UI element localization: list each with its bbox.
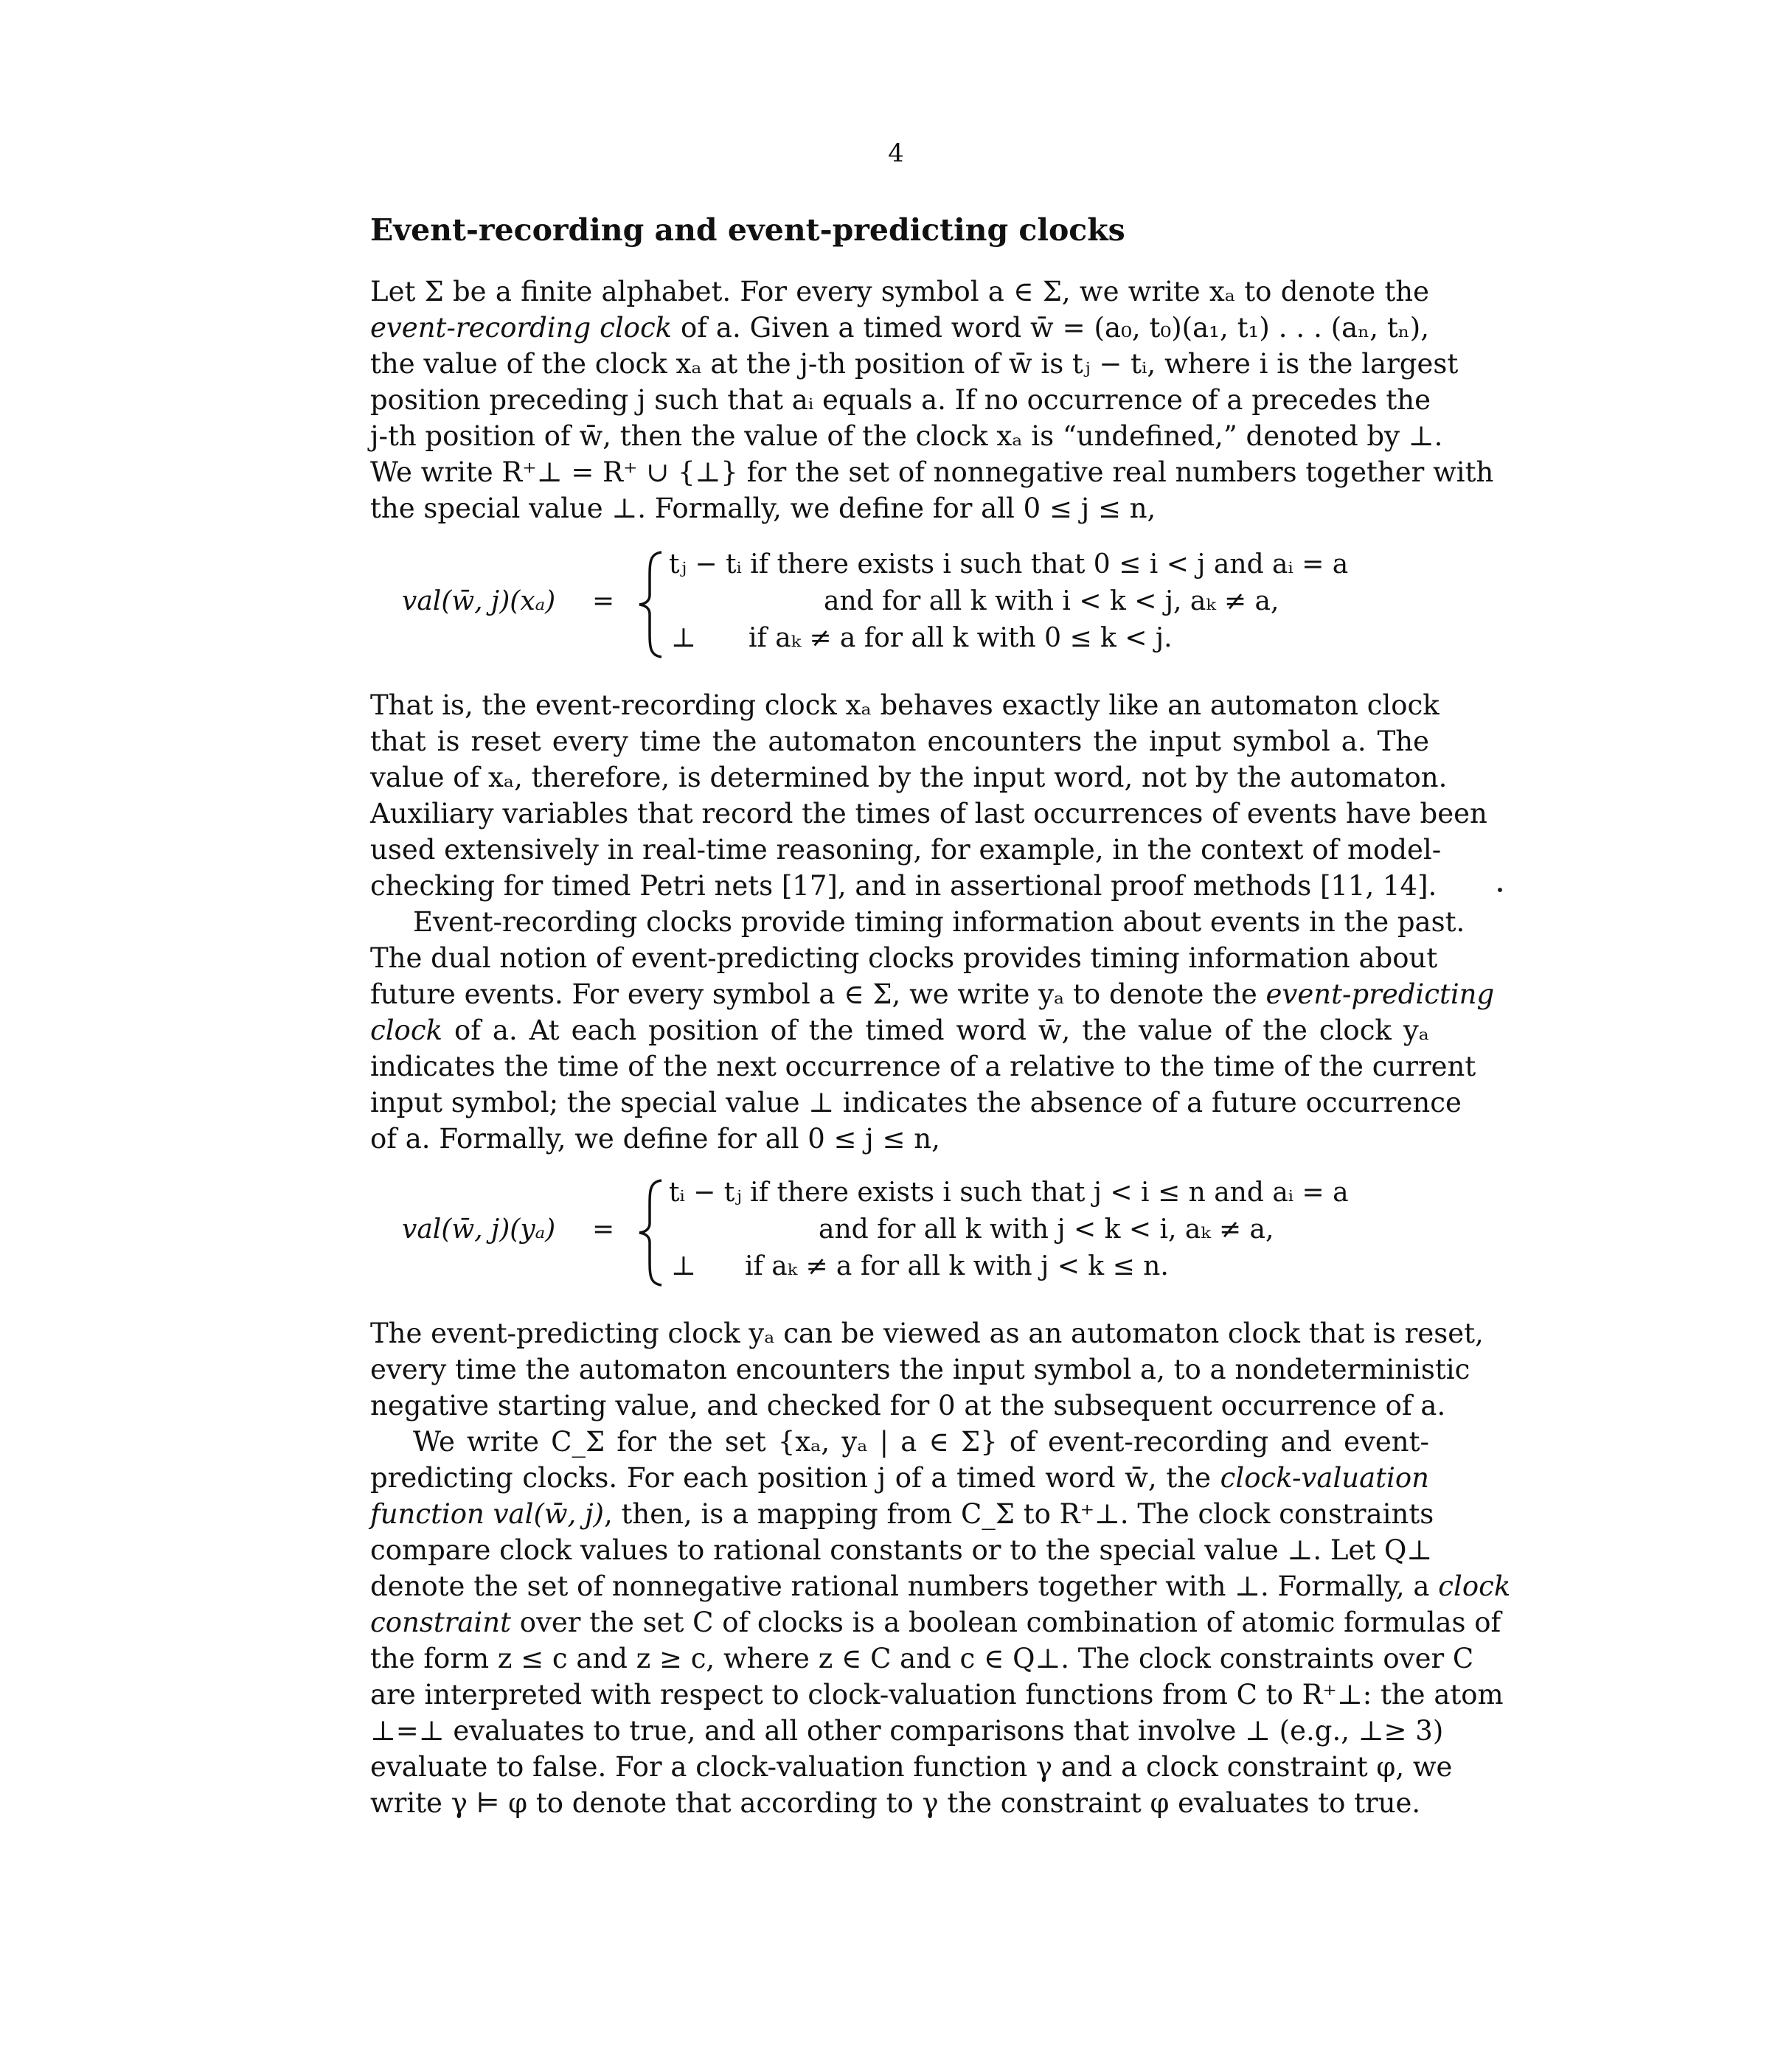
bottom-symbol: ⊥ xyxy=(671,623,696,653)
equation-case-2: if aₖ ≠ a for all k with 0 ≤ k < j. xyxy=(749,623,1173,653)
text-line: of a. Formally, we define for all 0 ≤ j ≤ n, xyxy=(370,1123,940,1155)
equation-lhs: val(w̄, j)(yₐ) xyxy=(402,1214,556,1245)
text-line: the value of the clock xₐ at the j-th position of w̄ is tⱼ − tᵢ, where i is the largest xyxy=(370,348,1459,380)
text-line: are interpreted with respect to clock-valuation functions from C to R⁺⊥: the atom xyxy=(370,1679,1504,1711)
text-line: negative starting value, and checked for 0 at the subsequent occurrence of a. xyxy=(370,1390,1446,1422)
equation-case-1: tᵢ − tⱼ if there exists i such that j < i ≤ n and aᵢ = a xyxy=(669,1177,1349,1208)
emphasis-term: function val(w̄, j) xyxy=(370,1498,604,1530)
text-line: j-th position of w̄, then the value of the clock xₐ is “undefined,” denoted by ⊥. xyxy=(370,420,1443,452)
text-line: write γ ⊨ φ to denote that according to γ the constraint φ evaluates to true. xyxy=(370,1787,1421,1819)
text-line: the special value ⊥. Formally, we define for all 0 ≤ j ≤ n, xyxy=(370,493,1156,524)
text-line: That is, the event-recording clock xₐ behaves exactly like an automaton clock xyxy=(370,689,1439,721)
text-line: evaluate to false. For a clock-valuation function γ and a clock constraint φ, we xyxy=(370,1751,1453,1783)
emphasis-term: event-predicting xyxy=(1265,978,1495,1010)
bottom-symbol: ⊥ xyxy=(671,1251,696,1281)
text-span: , then, is a mapping from C_Σ to R⁺⊥. The clock constraints xyxy=(603,1498,1434,1530)
equation-event-predicting xyxy=(402,1177,1434,1288)
text-line: compare clock values to rational constants or to the special value ⊥. Let Q⊥ xyxy=(370,1534,1433,1566)
left-brace-icon xyxy=(636,1177,666,1288)
text-line: position preceding j such that aᵢ equals a. If no occurrence of a precedes the xyxy=(370,384,1431,416)
text-line: ⊥=⊥ evaluates to true, and all other comparisons that involve ⊥ (e.g., ⊥≥ 3) xyxy=(370,1715,1444,1747)
text-line: The dual notion of event-predicting clocks provides timing information about xyxy=(370,942,1438,974)
text-span: predicting clocks. For each position j of a timed word w̄, the xyxy=(370,1462,1220,1494)
equation-case-1: tⱼ − tᵢ if there exists i such that 0 ≤ i < j and aᵢ = a xyxy=(669,549,1349,580)
text-line xyxy=(370,310,1429,346)
equals-sign: = xyxy=(592,586,615,616)
text-span: denote the set of nonnegative rational numbers together with ⊥. Formally, a xyxy=(370,1570,1439,1602)
equation-case-2: if aₖ ≠ a for all k with j < k ≤ n. xyxy=(745,1251,1169,1281)
page-number: 4 xyxy=(888,139,904,168)
text-line: that is reset every time the automaton encounters the input symbol a. The xyxy=(370,726,1429,757)
text-line xyxy=(370,977,1495,1012)
text-span: of a. Given a timed word w̄ = (a₀, t₀)(a₁, t₁) . . . (aₙ, tₙ), xyxy=(672,312,1429,344)
text-line: input symbol; the special value ⊥ indicates the absence of a future occurrence xyxy=(370,1087,1462,1118)
text-line: Auxiliary variables that record the times of last occurrences of events have been xyxy=(370,798,1487,829)
text-line xyxy=(370,1605,1501,1640)
text-line: the form z ≤ c and z ≥ c, where z ∈ C and c ∈ Q⊥. The clock constraints over C xyxy=(370,1643,1474,1674)
text-line: The event-predicting clock yₐ can be viewed as an automaton clock that is reset, xyxy=(370,1318,1484,1349)
text-line xyxy=(370,1569,1511,1604)
text-line: checking for timed Petri nets [17], and in assertional proof methods [11, 14]. xyxy=(370,870,1437,902)
equation-event-recording xyxy=(402,549,1434,660)
text-line: We write R⁺⊥ = R⁺ ∪ {⊥} for the set of nonnegative real numbers together with xyxy=(370,456,1494,488)
text-line xyxy=(370,1461,1429,1496)
text-line: We write C_Σ for the set {xₐ, yₐ | a ∈ Σ} of event-recording and event- xyxy=(413,1426,1429,1458)
emphasis-term: clock xyxy=(1438,1570,1511,1602)
text-line xyxy=(370,1497,1434,1532)
text-line: value of xₐ, therefore, is determined by the input word, not by the automaton. xyxy=(370,762,1448,793)
text-line: used extensively in real-time reasoning, for example, in the context of model- xyxy=(370,834,1442,866)
equation-lhs: val(w̄, j)(xₐ) xyxy=(402,586,556,616)
text-line xyxy=(370,1013,1429,1048)
text-span: of a. At each position of the timed word w̄, the value of the clock yₐ xyxy=(442,1015,1429,1046)
text-span: over the set C of clocks is a boolean combination of atomic formulas of xyxy=(510,1607,1501,1638)
emphasis-term: event-recording clock xyxy=(370,312,673,344)
left-brace-icon xyxy=(636,549,666,660)
text-line: Let Σ be a finite alphabet. For every symbol a ∈ Σ, we write xₐ to denote the xyxy=(370,276,1429,307)
equation-case-1-cont: and for all k with i < k < j, aₖ ≠ a, xyxy=(824,586,1279,616)
emphasis-term: constraint xyxy=(370,1607,511,1638)
text-line: every time the automaton encounters the input symbol a, to a nondeterministic xyxy=(370,1354,1470,1385)
text-line: Event-recording clocks provide timing information about events in the past. xyxy=(413,906,1465,938)
equation-case-1-cont: and for all k with j < k < i, aₖ ≠ a, xyxy=(819,1214,1274,1245)
emphasis-term: clock xyxy=(370,1015,442,1046)
emphasis-term: clock-valuation xyxy=(1220,1462,1429,1494)
equals-sign: = xyxy=(592,1214,615,1245)
section-title: Event-recording and event-predicting clocks xyxy=(370,212,1125,248)
text-line: indicates the time of the next occurrence of a relative to the time of the current xyxy=(370,1051,1476,1082)
scan-speck xyxy=(1498,888,1502,892)
text-span: future events. For every symbol a ∈ Σ, we write yₐ to denote the xyxy=(370,978,1266,1010)
